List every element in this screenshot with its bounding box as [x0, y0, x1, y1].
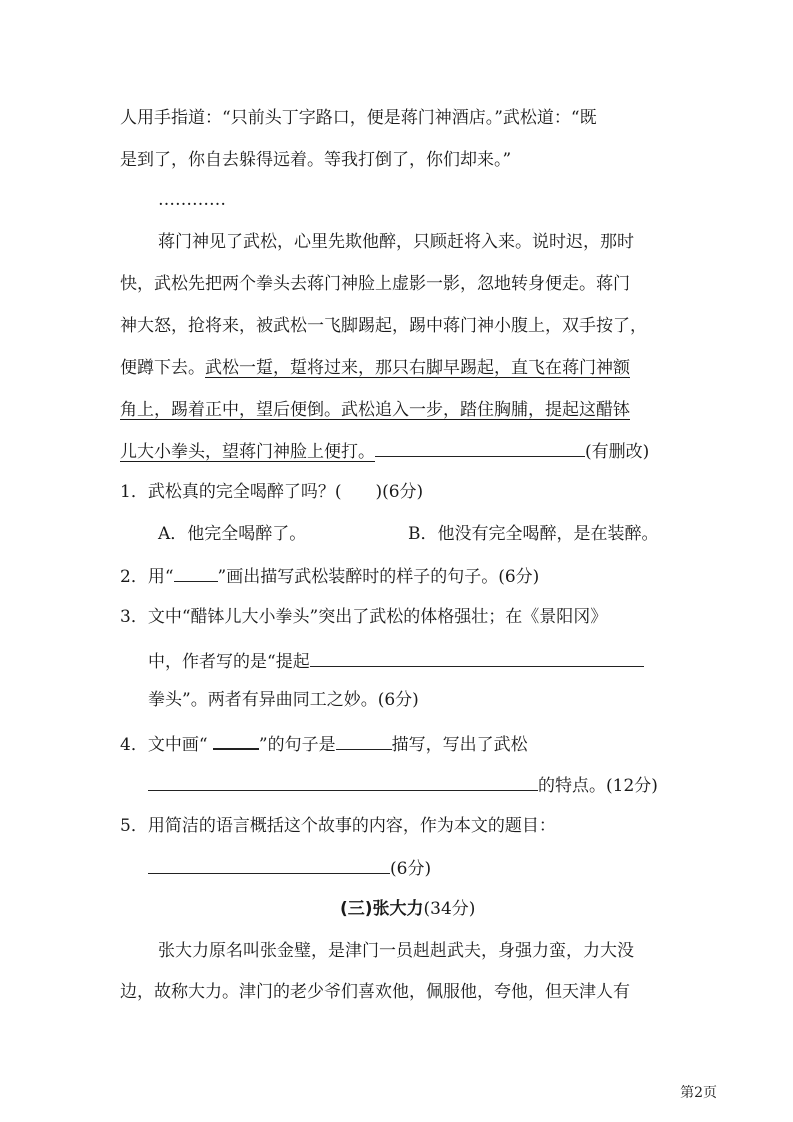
passage-line — [120, 356, 630, 380]
passage-line: 快，武松先把两个拳头去蒋门神脸上虚影一影，忽地转身便走。蒋门 — [120, 274, 630, 294]
section-title — [340, 897, 475, 921]
question-text: (6分) — [390, 859, 432, 879]
section-heading: (三)张大力 — [340, 899, 424, 919]
passage-line: 张大力原名叫张金璧，是津门一员赳赳武夫，身强力蛮，力大没 — [158, 941, 634, 961]
question-text: 中，作者写的是“提起 — [148, 652, 310, 672]
answer-blank[interactable] — [148, 855, 390, 874]
question-3-line2 — [148, 648, 644, 674]
question-4 — [120, 730, 528, 757]
passage-line — [120, 438, 649, 464]
question-text: 2．用“ — [120, 567, 174, 587]
option-a[interactable]: A．他完全喝醉了。 — [158, 524, 307, 544]
passage-line: 边，故称大力。津门的老少爷们喜欢他，佩服他，夸他，但天津人有 — [120, 982, 630, 1002]
option-b[interactable]: B．他没有完全喝醉，是在装醉。 — [408, 524, 659, 544]
question-4-line2 — [148, 772, 658, 798]
underlined-sentence: 武松一踅，踅将过来，那只右脚早踢起，直飞在蒋门神额 — [205, 358, 630, 378]
passage-line: 神大怒，抢将来，被武松一飞脚踢起，踢中蒋门神小腹上，双手按了， — [120, 316, 647, 336]
question-3: 3．文中“醋钵儿大小拳头”突出了武松的体格强壮；在《景阳冈》 — [120, 607, 608, 627]
underlined-sentence: 角上，踢着正中，望后便倒。武松追入一步，踏住胸脯，提起这醋钵 — [120, 400, 630, 420]
passage-line: 是到了，你自去躲得远着。等我打倒了，你们却来。” — [120, 150, 512, 170]
page-number: 第2页 — [680, 1085, 717, 1101]
answer-blank[interactable] — [336, 731, 392, 750]
passage-line: 人用手指道：“只前头丁字路口，便是蒋门神酒店。”武松道：“既 — [120, 108, 597, 128]
question-1: 1．武松真的完全喝醉了吗？( )(6分) — [120, 482, 424, 502]
underline-sample — [213, 730, 259, 750]
question-text: 4．文中画“ — [120, 735, 208, 755]
question-text: ”画出描写武松装醉时的样子的句子。(6分) — [217, 567, 540, 587]
answer-blank[interactable] — [310, 648, 644, 667]
passage-line: 蒋门神见了武松，心里先欺他醉，只顾赶将入来。说时迟，那时 — [158, 232, 634, 252]
section-score: (34分) — [423, 899, 476, 919]
question-2 — [120, 563, 539, 589]
question-5: 5．用简洁的语言概括这个故事的内容，作为本文的题目： — [120, 816, 556, 836]
question-5-line2 — [148, 855, 431, 881]
passage-text: 便蹲下去。 — [120, 358, 205, 378]
underline-sample — [174, 563, 218, 582]
underlined-sentence: 儿大小拳头，望蒋门神脸上便打。 — [120, 442, 375, 462]
question-text: ”的句子是 — [258, 735, 336, 755]
source-note: (有删改) — [585, 442, 650, 462]
ellipsis: ………… — [158, 190, 226, 210]
question-text: 描写，写出了武松 — [391, 735, 528, 755]
answer-blank[interactable] — [375, 438, 585, 457]
answer-blank[interactable] — [148, 772, 538, 791]
question-text: 的特点。(12分) — [538, 776, 658, 796]
question-3-line3: 拳头”。两者有异曲同工之妙。(6分) — [148, 690, 419, 710]
